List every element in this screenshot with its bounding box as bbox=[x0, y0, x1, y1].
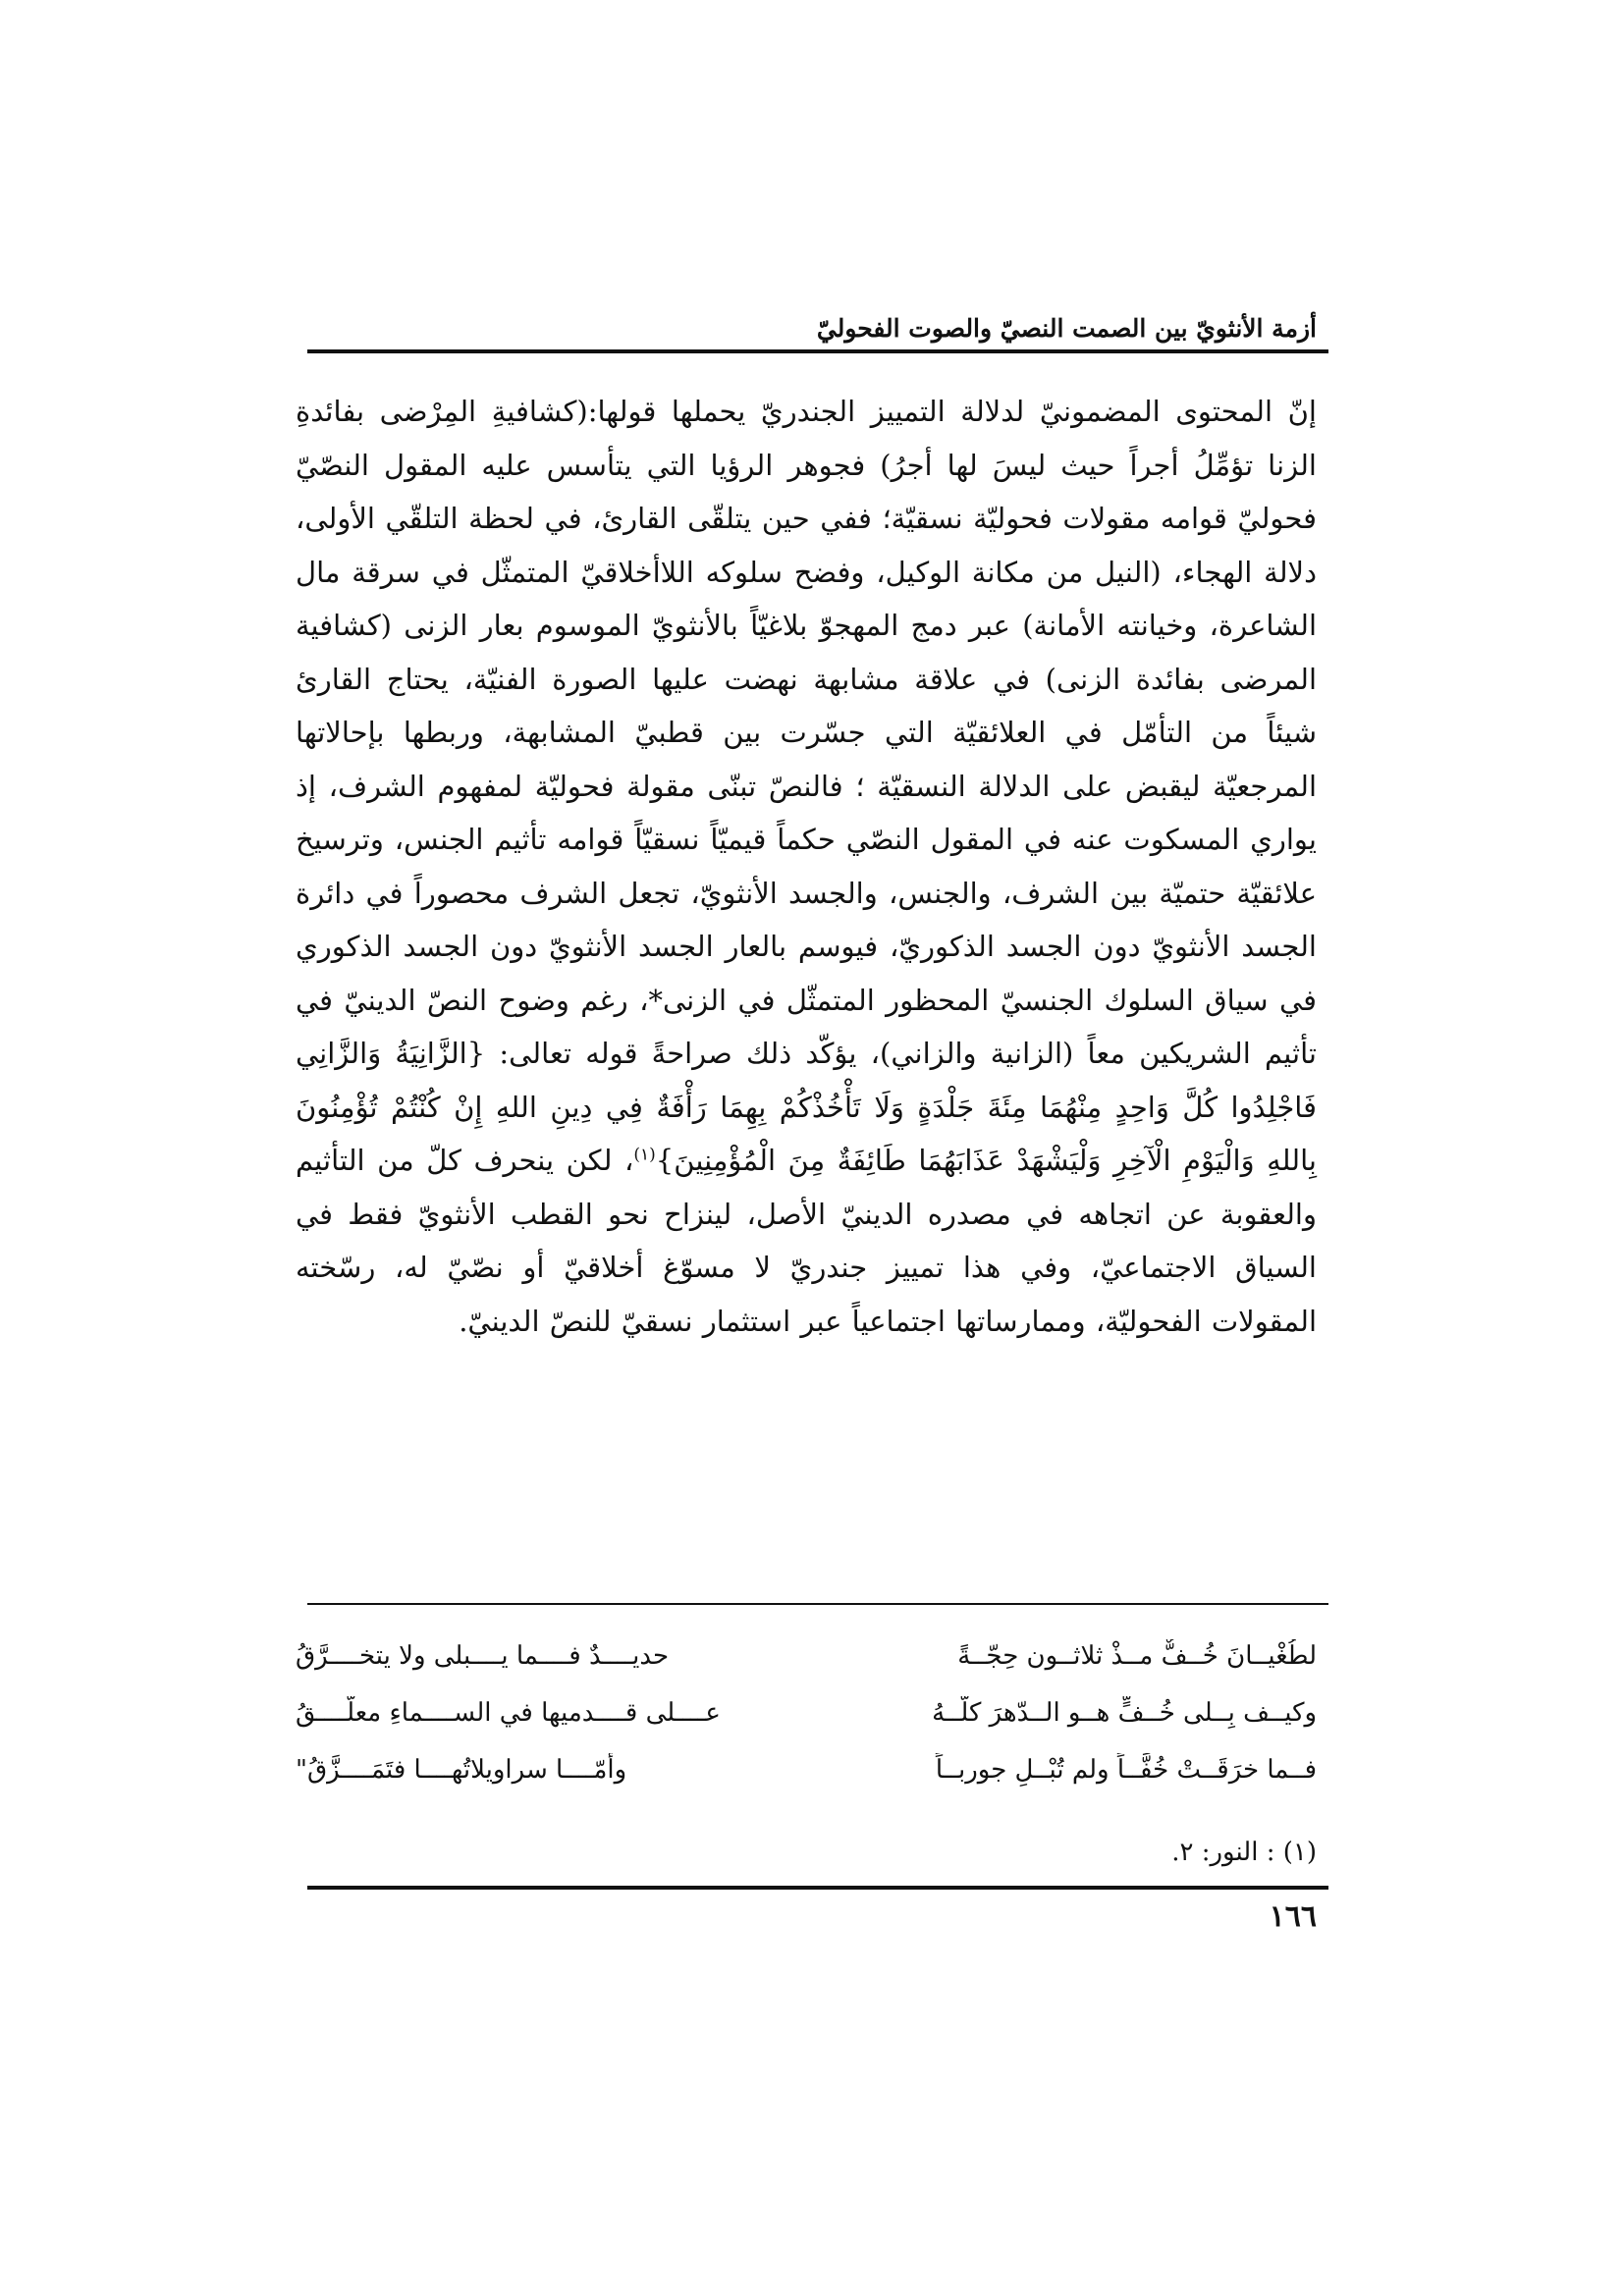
verse-second-hemistich: وأمّــــا سراويلاتُهــــا فتَمَــــزَّقُ" bbox=[296, 1755, 627, 1785]
verse-second-hemistich: عــــلى قــــدميها في الســــماءِ معلَّــــقُ bbox=[296, 1698, 721, 1728]
verse-first-hemistich: وكيــف بِــلى خُــفٍّ هــو الــدّهرَ كلَّــهُ bbox=[932, 1698, 1317, 1728]
verse-first-hemistich: فــما خرَقَــتْ خُفَّــاً ولم تُبْــلِ جوربــاً bbox=[935, 1755, 1317, 1785]
poem-verse bbox=[296, 1684, 1317, 1741]
poem-verse bbox=[296, 1741, 1317, 1798]
footer-rule bbox=[307, 1886, 1328, 1890]
main-paragraph bbox=[296, 385, 1317, 1348]
paragraph-text: إنّ المحتوى المضمونيّ لدلالة التمييز الجندريّ يحملها قولها:(كشافيةِ المِرْضى بفائدةِ الزنا تؤمِّلُ أجراً حيث ليسَ لها أجرُ) فجوهر الرؤيا التي يتأسس عليه المقول النصّيّ فحوليّ قوامه مقولات فحوليّة نسقيّة؛ ففي حين يتلقّى القارئ، في لحظة التلقّي الأولى، دلالة الهجاء، (النيل من مكانة الوكيل، وفضح سلوكه اللاأخلاقيّ المتمثّل في سرقة مال الشاعرة، وخيانته الأمانة) عبر دمج المهجوّ بلاغيّاً بالأنثويّ الموسوم بعار الزنى (كشافية المرضى بفائدة الزنى) في علاقة مشابهة نهضت عليها الصورة الفنيّة، يحتاج القارئ شيئاً من التأمّل في العلائقيّة التي جسّرت بين قطبيّ المشابهة، وربطها بإحالاتها المرجعيّة ليقبض على الدلالة النسقيّة ؛ فالنصّ تبنّى مقولة فحوليّة لمفهوم الشرف، إذ يواري المسكوت عنه في المقول النصّي حكماً قيميّاً نسقيّاً قوامه تأثيم الجنس، وترسيخ علائقيّة حتميّة بين الشرف، والجنس، والجسد الأنثويّ، تجعل الشرف محصوراً في دائرة الجسد الأنثويّ دون الجسد الذكوريّ، فيوسم بالعار الجسد الأنثويّ دون الجسد الذكوري في سياق السلوك الجنسيّ المحظور المتمثّل في الزنى*، رغم وضوح النصّ الدينيّ في تأثيم الشريكين معاً (الزانية والزاني)، يؤكّد ذلك صراحةً قوله تعالى: {الزَّانِيَةُ وَالزَّانِي فَاجْلِدُوا كُلَّ وَاحِدٍ مِنْهُمَا مِئَةَ جَلْدَةٍ وَلَا تَأْخُذْكُمْ بِهِمَا رَأْفَةٌ فِي دِينِ اللهِ إِنْ كُنْتُمْ تُؤْمِنُونَ بِاللهِ وَالْيَوْمِ الْآخِرِ وَلْيَشْهَدْ عَذَابَهُمَا طَائِفَةٌ مِنَ الْمُؤْمِنِينَ} bbox=[296, 395, 1317, 1177]
poem-block bbox=[296, 1628, 1317, 1798]
running-header: أزمة الأنثويّ بين الصمت النصيّ والصوت الفحوليّ bbox=[816, 314, 1317, 343]
header-rule bbox=[307, 349, 1328, 353]
paragraph-text-end: ، لكن ينحرف كلّ من التأثيم والعقوبة عن اتجاهه في مصدره الدينيّ الأصل، لينزاح نحو القطب الأنثويّ فقط في السياق الاجتماعيّ، وفي هذا تمييز جندريّ لا مسوّغ أخلاقيّ أو نصّيّ له، رسّخته المقولات الفحوليّة، وممارساتها اجتماعياً عبر استثمار نسقيّ للنصّ الدينيّ. bbox=[296, 1144, 1317, 1338]
footnote-separator bbox=[307, 1603, 1328, 1605]
verse-first-hemistich: لطُغْيــانَ خُــفٌّ مــذْ ثلاثــون حِجّــةً bbox=[957, 1641, 1317, 1671]
poem-verse bbox=[296, 1628, 1317, 1684]
page-number: ١٦٦ bbox=[1269, 1899, 1317, 1934]
footnote-reference: (١) bbox=[633, 1145, 656, 1165]
footnote: (١) : النور: ٢. bbox=[1171, 1838, 1317, 1867]
verse-second-hemistich: حديــــدٌ فــــما يــــبلى ولا يتخــــرَّقُ bbox=[296, 1641, 670, 1671]
